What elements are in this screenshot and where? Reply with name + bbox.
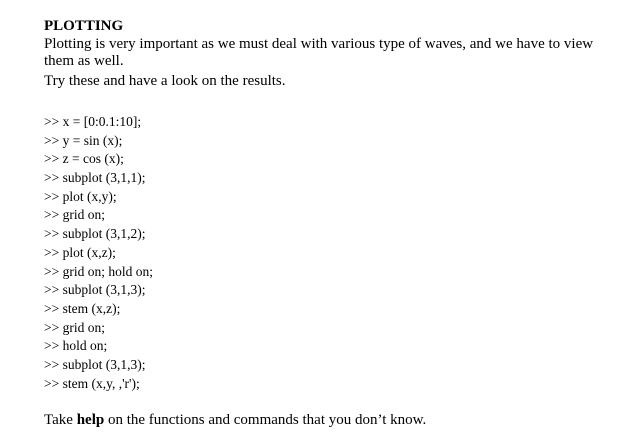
- command-line: >> x = [0:0.1:10];: [44, 114, 142, 129]
- intro-paragraph: Plotting is very important as we must deal with various type of waves, and we have to view them as well.: [44, 36, 594, 69]
- command-line: >> hold on;: [44, 338, 108, 354]
- command-line: >> plot (x,y);: [44, 188, 117, 204]
- section-heading: PLOTTING: [44, 18, 124, 34]
- try-instruction: Try these and have a look on the results.: [44, 73, 286, 89]
- command-line: >> grid on; hold on;: [44, 263, 153, 279]
- command-line: >> stem (x,z);: [44, 300, 121, 316]
- help-keyword: help: [76, 412, 105, 428]
- footer-note: [44, 412, 604, 429]
- command-line: >> grid on;: [44, 207, 105, 223]
- command-line: >> subplot (3,1,3);: [44, 282, 146, 298]
- command-line: >> plot (x,z);: [44, 244, 116, 260]
- command-line: >> subplot (3,1,1);: [44, 170, 146, 186]
- command-list: [44, 113, 153, 393]
- command-line: >> y = sin (x);: [44, 132, 123, 148]
- footer-text-before: Take: [44, 412, 77, 428]
- command-line: >> z = cos (x);: [44, 151, 124, 167]
- command-line: >> grid on;: [44, 319, 105, 335]
- command-line: >> subplot (3,1,2);: [44, 226, 146, 242]
- command-line: >> stem (x,y, ,'r');: [44, 375, 140, 391]
- command-line: >> subplot (3,1,3);: [44, 356, 146, 372]
- footer-text-after: on the functions and commands that you don’t know.: [104, 412, 427, 428]
